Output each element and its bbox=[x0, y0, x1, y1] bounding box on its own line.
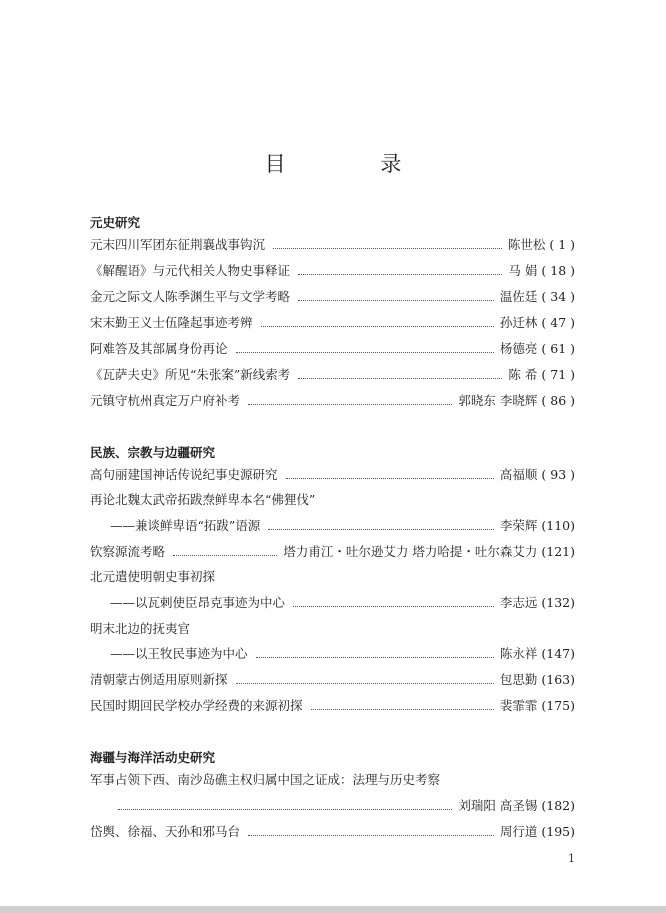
leader-dots bbox=[248, 834, 494, 836]
section-heading-yuan-history: 元史研究 bbox=[90, 215, 141, 230]
entry-page: (121) bbox=[541, 544, 575, 559]
entry-author: 郭晓东 李晓辉 bbox=[458, 393, 538, 408]
entry-page: (110) bbox=[541, 518, 575, 533]
entry-title: 北元遣使明朝史事初探 bbox=[90, 569, 216, 584]
entry-page: ( 18 ) bbox=[541, 263, 575, 278]
leader-dots bbox=[286, 477, 494, 479]
section-heading-ethnic-religion-frontier: 民族、宗教与边疆研究 bbox=[90, 445, 216, 460]
leader-dots bbox=[248, 403, 452, 405]
leader-dots bbox=[268, 528, 494, 530]
entry-author: 杨德亮 bbox=[499, 341, 538, 356]
leader-dots bbox=[298, 273, 502, 275]
toc-entry-title-line[interactable] bbox=[90, 771, 575, 789]
toc-entry[interactable] bbox=[90, 236, 575, 254]
toc-entry[interactable] bbox=[90, 392, 575, 410]
toc-entry-title-line[interactable] bbox=[90, 620, 575, 638]
entry-subtitle: ——兼谈鲜卑语“拓跋”语源 bbox=[110, 518, 261, 533]
entry-author: 李志远 bbox=[499, 595, 538, 610]
toc-entry-subtitle[interactable] bbox=[110, 645, 575, 663]
toc-entry[interactable] bbox=[90, 366, 575, 384]
entry-author: 塔力甫江・吐尔逊艾力 塔力哈提・吐尔森艾力 bbox=[283, 544, 538, 559]
entry-page: (147) bbox=[541, 646, 575, 661]
leader-dots bbox=[298, 299, 494, 301]
entry-title: 元镇守杭州真定万户府补考 bbox=[90, 393, 241, 408]
toc-entry[interactable] bbox=[90, 671, 575, 689]
entry-page: ( 61 ) bbox=[541, 341, 575, 356]
leader-dots bbox=[236, 682, 494, 684]
entry-page: (182) bbox=[541, 798, 575, 813]
entry-title: 宋末勤王义士伍隆起事迹考辨 bbox=[90, 315, 253, 330]
entry-author: 高福顺 bbox=[499, 467, 538, 482]
toc-entry[interactable] bbox=[90, 697, 575, 715]
leader-dots bbox=[298, 377, 502, 379]
entry-author: 李荣辉 bbox=[499, 518, 538, 533]
entry-page: (175) bbox=[541, 698, 575, 713]
entry-title: 清朝蒙古例适用原则新探 bbox=[90, 672, 228, 687]
entry-title: 岱舆、徐福、天孙和邪马台 bbox=[90, 824, 241, 839]
toc-entry-author-line[interactable] bbox=[110, 797, 575, 815]
entry-author: 陈世松 bbox=[507, 237, 546, 252]
entry-author: 孙迁林 bbox=[499, 315, 538, 330]
entry-subtitle: ——以瓦剌使臣昂克事迹为中心 bbox=[110, 595, 286, 610]
entry-page: (132) bbox=[541, 595, 575, 610]
section-heading-maritime-history: 海疆与海洋活动史研究 bbox=[90, 750, 216, 765]
toc-entry-title-line[interactable] bbox=[90, 491, 575, 509]
entry-page: ( 47 ) bbox=[541, 315, 575, 330]
entry-page: ( 71 ) bbox=[541, 367, 575, 382]
page-number: 1 bbox=[568, 852, 575, 865]
entry-author: 包思勤 bbox=[499, 672, 538, 687]
entry-title: 民国时期回民学校办学经费的来源初探 bbox=[90, 698, 303, 713]
toc-entry[interactable] bbox=[90, 543, 575, 561]
entry-title: 军事占领下西、南沙岛礁主权归属中国之证成：法理与历史考察 bbox=[90, 772, 441, 787]
entry-title: 元末四川军团东征荆襄战事钩沉 bbox=[90, 237, 266, 252]
toc-entry-title-line[interactable] bbox=[90, 568, 575, 586]
bottom-edge bbox=[0, 906, 666, 913]
leader-dots bbox=[311, 708, 494, 710]
entry-title: 钦察源流考略 bbox=[90, 544, 166, 559]
entry-author: 陈 希 bbox=[508, 367, 538, 382]
entry-author: 温佐廷 bbox=[499, 289, 538, 304]
entry-subtitle: ——以王牧民事迹为中心 bbox=[110, 646, 248, 661]
toc-entry-subtitle[interactable] bbox=[110, 594, 575, 612]
leader-dots bbox=[173, 554, 277, 556]
toc-entry[interactable] bbox=[90, 262, 575, 280]
toc-entry[interactable] bbox=[90, 466, 575, 484]
entry-author: 周行道 bbox=[499, 824, 538, 839]
entry-author: 马 娟 bbox=[508, 263, 538, 278]
entry-title: 《瓦萨夫史》所见“朱张案”新线索考 bbox=[90, 367, 291, 382]
entry-title: 再论北魏太武帝拓跋焘鲜卑本名“佛狸伐” bbox=[90, 492, 316, 507]
toc-entry-subtitle[interactable] bbox=[110, 517, 575, 535]
leader-dots bbox=[256, 656, 494, 658]
entry-page: ( 1 ) bbox=[549, 237, 575, 252]
toc-entry[interactable] bbox=[90, 314, 575, 332]
toc-entry[interactable] bbox=[90, 823, 575, 841]
leader-dots bbox=[273, 247, 502, 249]
entry-title: 金元之际文人陈季渊生平与文学考略 bbox=[90, 289, 291, 304]
entry-author: 陈永祥 bbox=[499, 646, 538, 661]
entry-author: 刘瑞阳 高圣锡 bbox=[458, 798, 538, 813]
leader-dots bbox=[261, 325, 494, 327]
entry-title: 高句丽建国神话传说纪事史源研究 bbox=[90, 467, 278, 482]
entry-page: (195) bbox=[541, 824, 575, 839]
toc-entry[interactable] bbox=[90, 340, 575, 358]
entry-page: ( 86 ) bbox=[541, 393, 575, 408]
entry-author: 裴霏霏 bbox=[499, 698, 538, 713]
toc-entry[interactable] bbox=[90, 288, 575, 306]
entry-page: ( 93 ) bbox=[541, 467, 575, 482]
page-title: 目 录 bbox=[264, 152, 446, 176]
leader-dots bbox=[293, 605, 494, 607]
entry-page: (163) bbox=[541, 672, 575, 687]
entry-page: ( 34 ) bbox=[541, 289, 575, 304]
entry-title: 阿难答及其部属身份再论 bbox=[90, 341, 228, 356]
leader-dots bbox=[236, 351, 494, 353]
entry-title: 明末北边的抚夷官 bbox=[90, 621, 191, 636]
entry-title: 《解醒语》与元代相关人物史事释证 bbox=[90, 263, 291, 278]
leader-dots bbox=[118, 808, 452, 810]
